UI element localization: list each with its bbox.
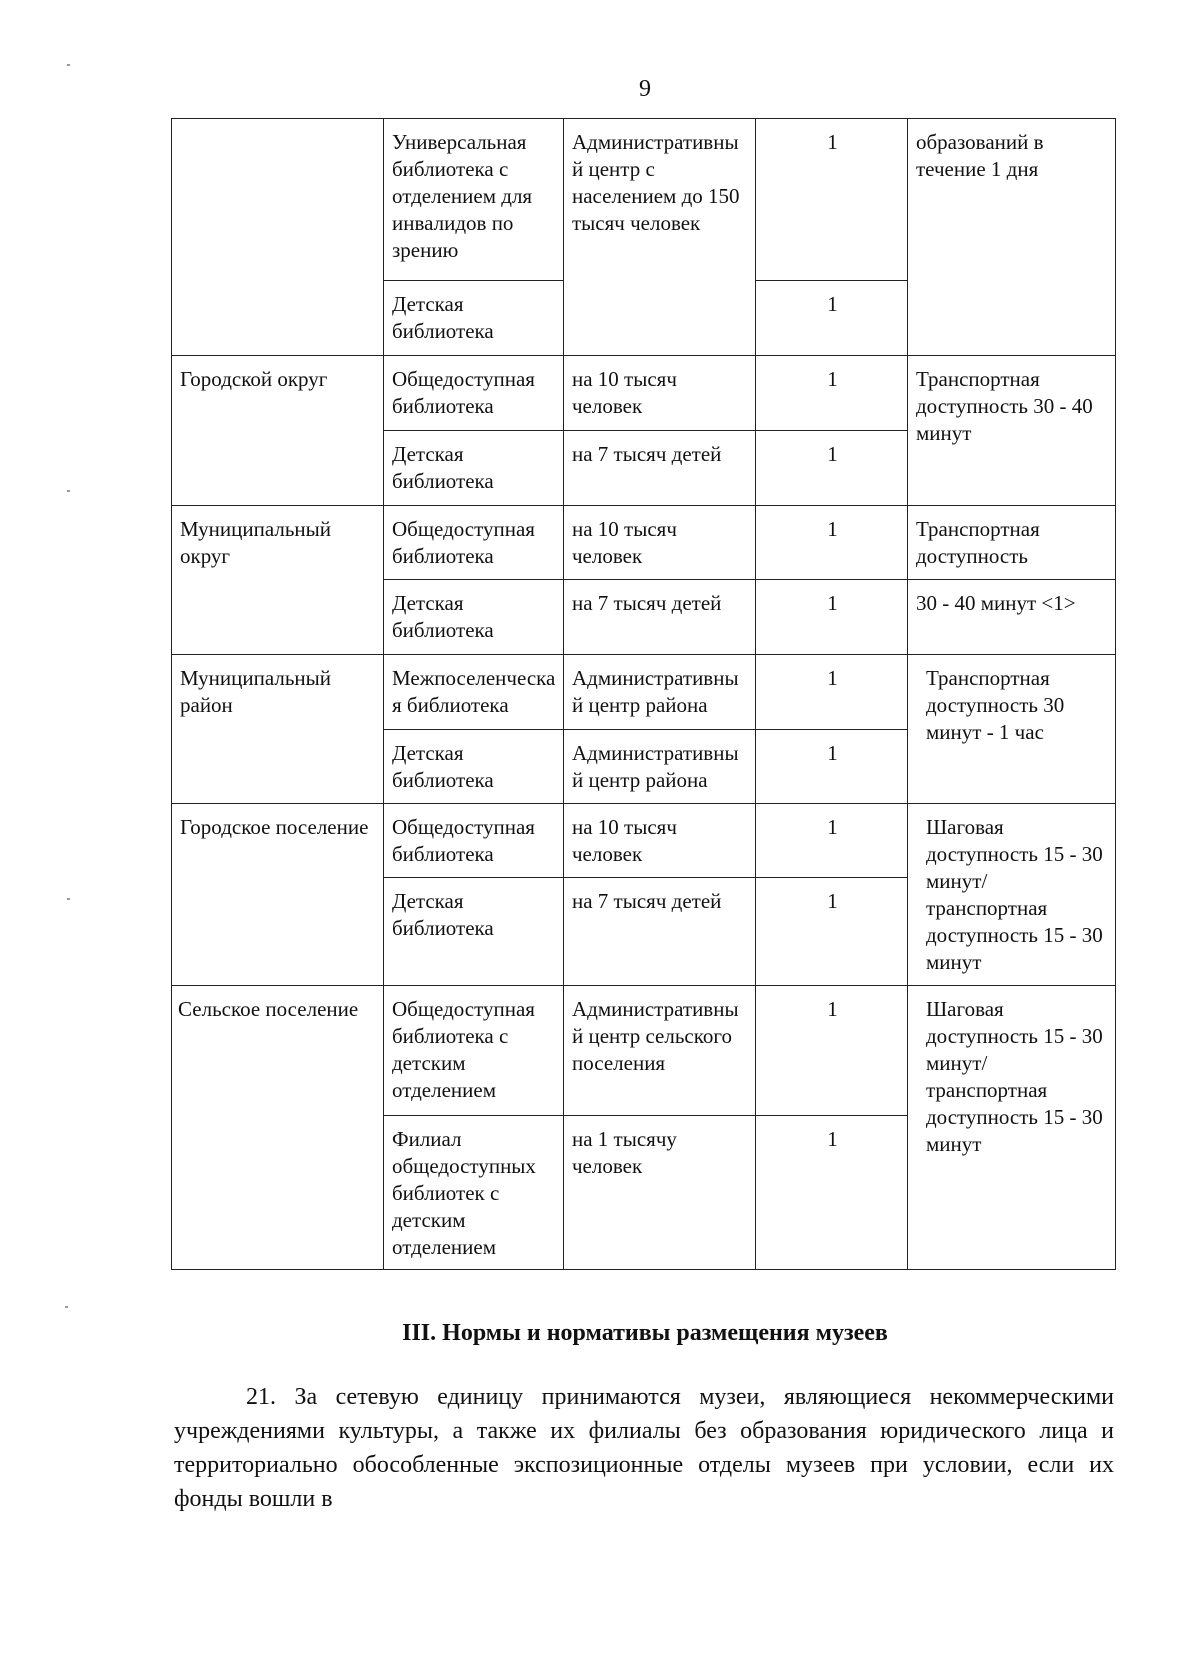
library-type-cell: Детская библиотека	[384, 730, 564, 804]
library-type-cell: Филиал общедоступных библиотек с детским отделением	[384, 1116, 564, 1270]
quantity-cell: 1	[756, 580, 908, 655]
library-norms-table	[171, 118, 1116, 1270]
quantity-cell: 1	[756, 431, 908, 506]
norm-cell: на 10 тысяч человек	[564, 506, 756, 580]
area-cell: Городской округ	[172, 356, 384, 506]
quantity-cell: 1	[756, 730, 908, 804]
scan-speck	[67, 64, 70, 66]
library-type-cell: Детская библиотека	[384, 580, 564, 655]
norm-cell: Административный центр района	[564, 730, 756, 804]
norm-cell: Административный центр сельского поселения	[564, 986, 756, 1116]
library-type-cell: Детская библиотека	[384, 281, 564, 356]
quantity-cell: 1	[756, 804, 908, 878]
quantity-cell: 1	[756, 986, 908, 1116]
norm-cell: Административный центр с населением до 150 тысяч человек	[564, 119, 756, 356]
table-row	[172, 804, 1116, 878]
accessibility-cell: Шаговая доступность 15 - 30 минут/ транспортная доступность 15 - 30 минут	[908, 986, 1116, 1270]
norm-cell: на 10 тысяч человек	[564, 804, 756, 878]
scan-speck	[65, 1306, 68, 1308]
norm-cell: на 10 тысяч человек	[564, 356, 756, 431]
accessibility-cell: 30 - 40 минут <1>	[908, 580, 1116, 655]
norm-cell: на 1 тысячу человек	[564, 1116, 756, 1270]
norm-cell: на 7 тысяч детей	[564, 878, 756, 986]
quantity-cell: 1	[756, 506, 908, 580]
accessibility-cell: Транспортная доступность 30 - 40 минут	[908, 356, 1116, 506]
library-type-cell: Общедоступная библиотека	[384, 804, 564, 878]
scan-speck	[67, 898, 70, 900]
library-type-cell: Общедоступная библиотека	[384, 506, 564, 580]
area-cell	[172, 119, 384, 356]
norm-cell: на 7 тысяч детей	[564, 580, 756, 655]
library-type-cell: Универсальная библиотека с отделением для инвалидов по зрению	[384, 119, 564, 281]
norm-cell: на 7 тысяч детей	[564, 431, 756, 506]
library-type-cell: Общедоступная библиотека с детским отделением	[384, 986, 564, 1116]
accessibility-cell: Шаговая доступность 15 - 30 минут/ транспортная доступность 15 - 30 минут	[908, 804, 1116, 986]
table-row	[172, 986, 1116, 1116]
accessibility-cell: образований в течение 1 дня	[908, 119, 1116, 356]
page-number: 9	[639, 76, 651, 102]
library-type-cell: Общедоступная библиотека	[384, 356, 564, 431]
table-row	[172, 506, 1116, 580]
quantity-cell: 1	[756, 281, 908, 356]
quantity-cell: 1	[756, 1116, 908, 1270]
norm-cell: Административный центр района	[564, 655, 756, 730]
library-type-cell: Детская библиотека	[384, 878, 564, 986]
library-type-cell: Детская библиотека	[384, 431, 564, 506]
quantity-cell: 1	[756, 878, 908, 986]
accessibility-cell: Транспортная доступность 30 минут - 1 час	[908, 655, 1116, 804]
body-paragraph: 21. За сетевую единицу принимаются музеи, являющиеся некоммерческими учреждениями культуры, а также их филиалы без образования юридического лица и территориально обособленные экспозиционные отделы музеев при условии, если их фонды вошли в	[174, 1384, 1114, 1512]
quantity-cell: 1	[756, 655, 908, 730]
quantity-cell: 1	[756, 119, 908, 281]
table-row	[172, 655, 1116, 730]
quantity-cell: 1	[756, 356, 908, 431]
area-cell: Муниципальный район	[172, 655, 384, 804]
scan-speck	[67, 490, 70, 492]
accessibility-cell: Транспортная доступность	[908, 506, 1116, 580]
table-row	[172, 119, 1116, 281]
area-cell: Сельское поселение	[172, 986, 384, 1270]
area-cell: Муниципальный округ	[172, 506, 384, 655]
section-heading: III. Нормы и нормативы размещения музеев	[402, 1320, 888, 1346]
library-type-cell: Межпоселенческая библиотека	[384, 655, 564, 730]
table-row	[172, 356, 1116, 431]
area-cell: Городское поселение	[172, 804, 384, 986]
